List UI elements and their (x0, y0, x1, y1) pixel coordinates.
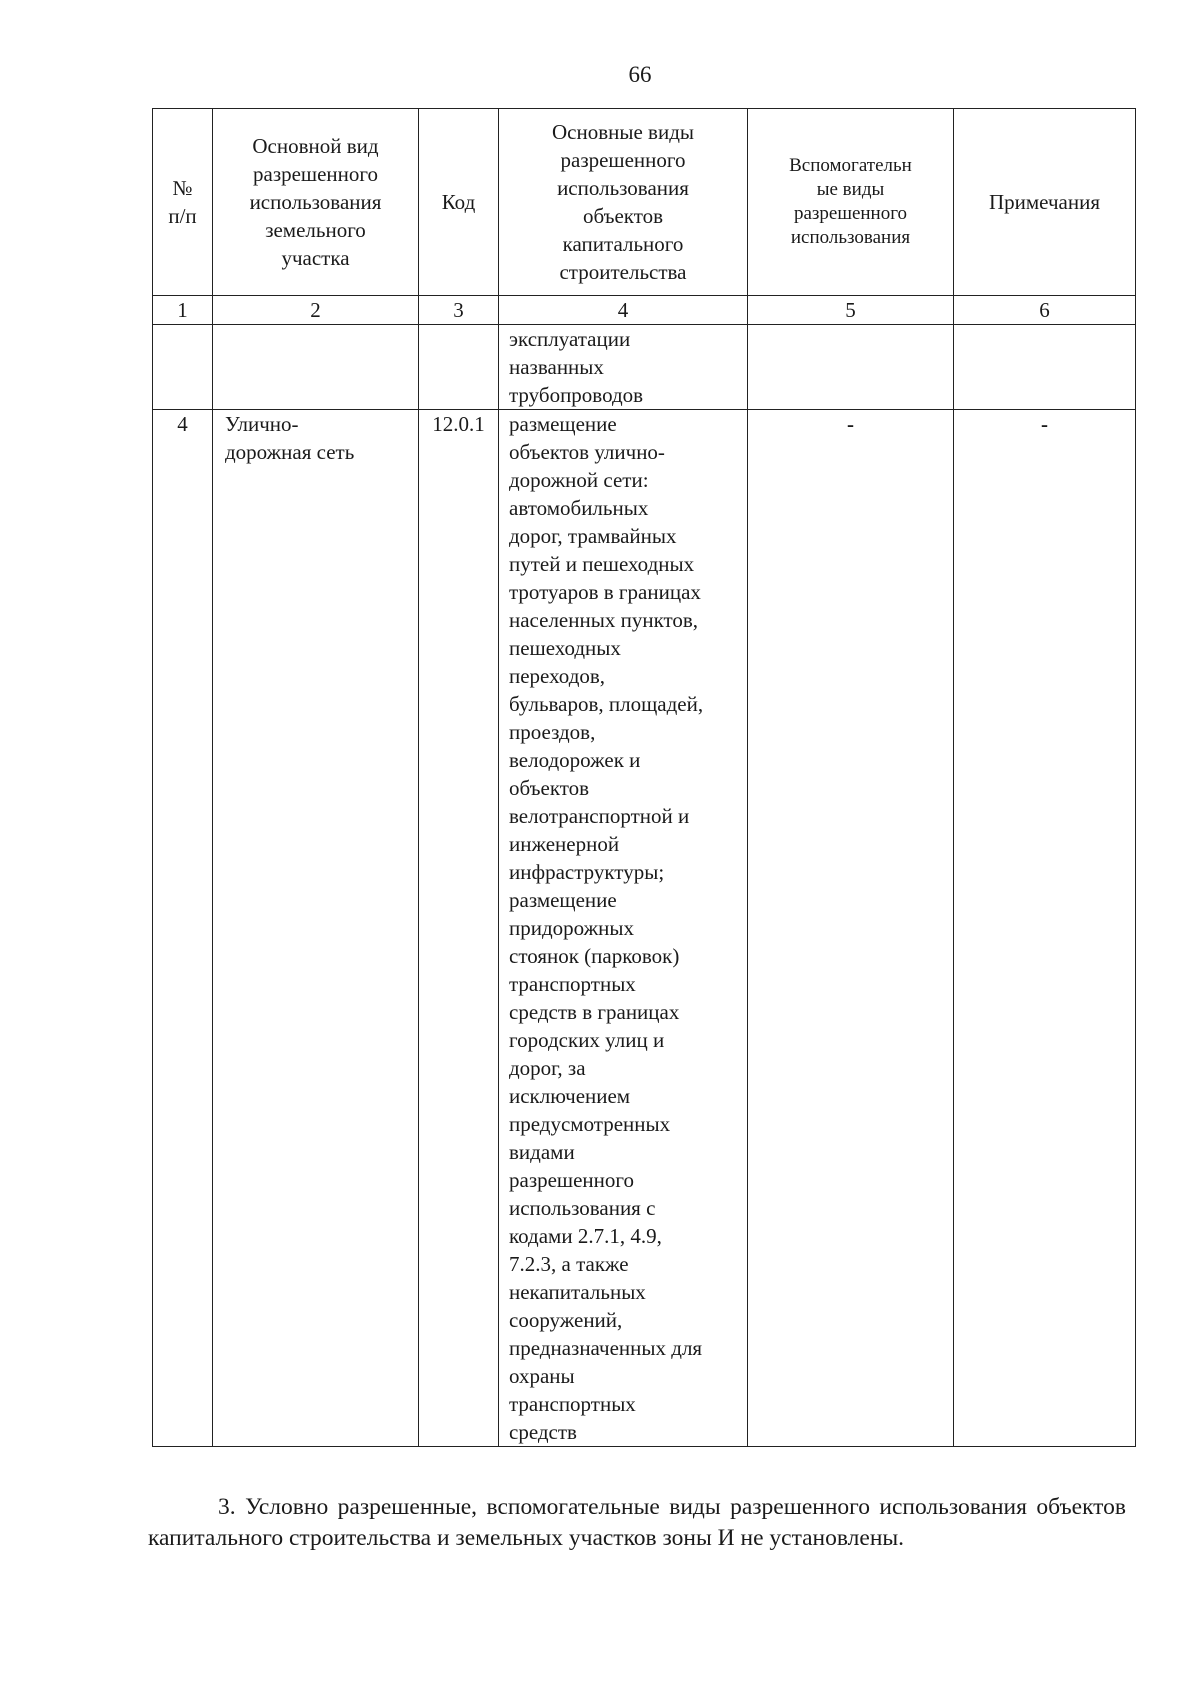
auxiliary-uses-cell: - (748, 410, 954, 1447)
column-number: 6 (954, 296, 1136, 325)
row-number-cell (153, 325, 213, 410)
capital-uses-cell: эксплуатации названных трубопроводов (499, 325, 748, 410)
land-use-table (152, 108, 1136, 1447)
header-capital-uses: Основные виды разрешенного использования объектов капитального строительства (499, 109, 748, 296)
code-cell (419, 325, 499, 410)
header-number: № п/п (153, 109, 213, 296)
main-use-cell (213, 325, 419, 410)
notes-cell: - (954, 410, 1136, 1447)
column-number: 2 (213, 296, 419, 325)
table-row (153, 410, 1136, 1447)
header-auxiliary-uses: Вспомогательн ые виды разрешенного использования (748, 109, 954, 296)
column-number: 4 (499, 296, 748, 325)
header-main-use: Основной вид разрешенного использования земельного участка (213, 109, 419, 296)
page-number: 66 (628, 62, 652, 87)
closing-paragraph: 3. Условно разрешенные, вспомогательные виды разрешенного использования объектов капитального строительства и земельных участков зоны И не установлены. (148, 1493, 1126, 1551)
column-number: 5 (748, 296, 954, 325)
code-cell: 12.0.1 (419, 410, 499, 1447)
main-use-cell: Улично- дорожная сеть (213, 410, 419, 1447)
header-notes: Примечания (954, 109, 1136, 296)
table-header-row (153, 109, 1136, 296)
column-number-row (153, 296, 1136, 325)
column-number: 1 (153, 296, 213, 325)
table-row (153, 325, 1136, 410)
column-number: 3 (419, 296, 499, 325)
notes-cell (954, 325, 1136, 410)
row-number-cell: 4 (153, 410, 213, 1447)
capital-uses-cell: размещение объектов улично- дорожной сети: автомобильных дорог, трамвайных путей и пешеходных тротуаров в границах населенных пунктов, пешеходных переходов, бульваров, площадей, проездов, велодорожек и объектов велотранспортной и инженерной инфраструктуры; размещение придорожных стоянок (парковок) транспортных средств в границах городских улиц и дорог, за исключением предусмотренных видами разрешенного использования с кодами 2.7.1, 4.9, 7.2.3, а также некапитальных сооружений, предназначенных для охраны транспортных средств (499, 410, 748, 1447)
header-code: Код (419, 109, 499, 296)
auxiliary-uses-cell (748, 325, 954, 410)
